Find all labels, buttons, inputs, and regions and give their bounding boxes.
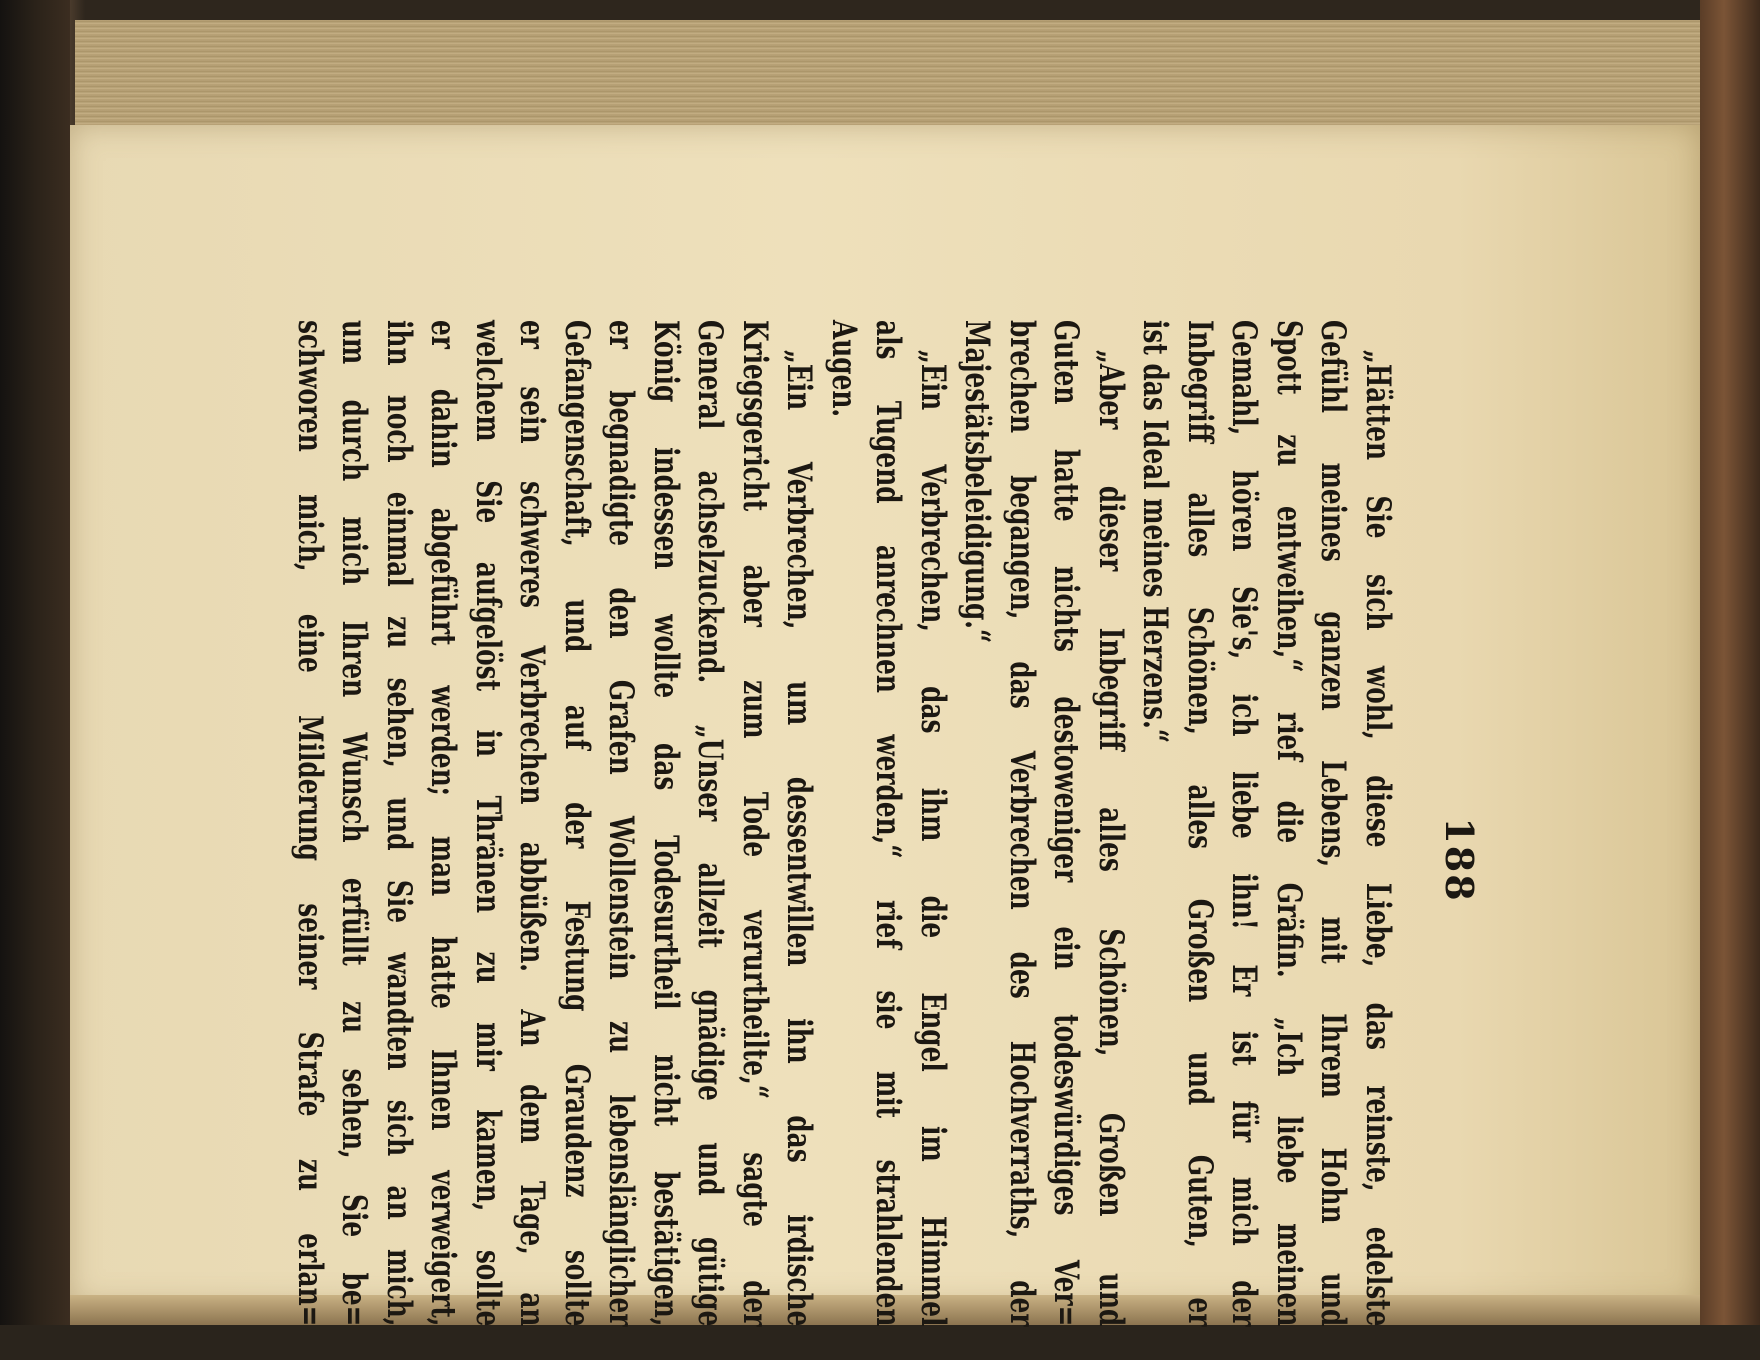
rotated-page-content <box>291 320 1482 1327</box>
text-line: er dahin abgeführt werden; man hatte Ihnen verweigert, <box>424 320 464 1327</box>
text-line: Augen. <box>825 320 864 418</box>
text-line: „Ein Verbrechen, das ihm die Engel im Himmel <box>914 349 953 1327</box>
text-line: „Hätten Sie sich wohl, diese Liebe, das reinste, edelste <box>1359 349 1398 1327</box>
text-line: ihn noch einmal zu sehen, und Sie wandten sich an mich, <box>380 320 419 1327</box>
text-line: Spott zu entweihen,“ rief die Gräfin. „Ich liebe meinen <box>1270 320 1309 1327</box>
text-line: „Ein Verbrechen, um dessentwillen ihn das irdische <box>780 349 820 1327</box>
text-line: Inbegriff alles Schönen, alles Großen und Guten, er <box>1181 320 1220 1327</box>
text-line: Majestätsbeleidigung.“ <box>958 320 998 644</box>
page-edges <box>75 20 1710 134</box>
text-line: er begnadigte den Grafen Wollenstein zu lebenslänglicher <box>602 320 642 1327</box>
book-cover-edge <box>1700 0 1760 1325</box>
text-line: Gemahl, hören Sie's, ich liebe ihn! Er ist für mich der <box>1225 320 1265 1327</box>
text-line: welchem Sie aufgelöst in Thränen zu mir kamen, sollte <box>469 320 508 1327</box>
page-text <box>288 320 1401 1326</box>
text-line: ist das Ideal meines Herzens.“ <box>1136 320 1176 744</box>
text-line: um durch mich Ihren Wunsch erfüllt zu sehen, Sie be= <box>335 320 375 1327</box>
text-line: als Tugend anrechnen werden,“ rief sie mit strahlenden <box>869 320 909 1327</box>
page-number: 188 <box>1437 817 1482 903</box>
text-line: schworen mich, eine Milderung seiner Strafe zu erlan= <box>291 320 330 1327</box>
text-line: König indessen wollte das Todesurtheil nicht bestätigen, <box>647 320 686 1327</box>
text-line: Guten hatte nichts destoweniger ein todeswürdiges Ver= <box>1047 320 1087 1327</box>
text-line: Gefangenschaft, und auf der Festung Graudenz sollte <box>558 320 597 1327</box>
text-line: brechen begangen, das Verbrechen des Hochverraths, der <box>1003 320 1042 1327</box>
text-line: General achselzuckend. „Unser allzeit gnädige und gütige <box>691 320 731 1327</box>
text-line: er sein schweres Verbrechen abbüßen. An dem Tage, an <box>513 320 553 1327</box>
book-spine <box>0 0 70 1325</box>
text-line: Gefühl meines ganzen Lebens, mit Ihrem Hohn und <box>1314 320 1354 1327</box>
text-line: „Aber dieser Inbegriff alles Schönen, Großen und <box>1092 349 1131 1327</box>
text-line: Kriegsgericht aber zum Tode verurtheilte,“ sagte der <box>736 320 775 1327</box>
